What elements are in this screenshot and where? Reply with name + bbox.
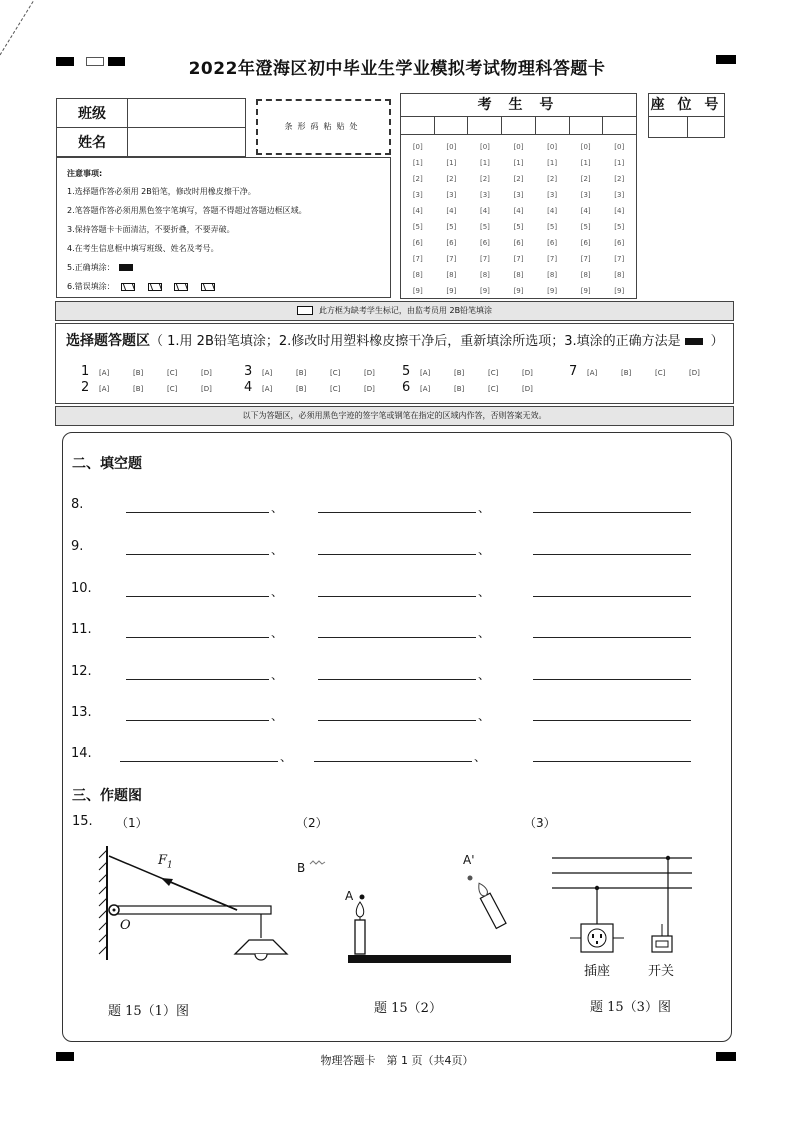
name-label: 姓名 — [57, 128, 128, 157]
answer-blank[interactable] — [533, 679, 691, 680]
exam-digit-bubble[interactable]: [6] — [614, 239, 625, 247]
point-b-label: B — [297, 861, 306, 875]
choice-option-bubble[interactable]: [B] — [133, 385, 144, 393]
exam-digit-column — [401, 139, 435, 299]
exam-digit-bubble[interactable]: [9] — [513, 287, 524, 295]
exam-digit-column — [569, 139, 603, 299]
exam-digit-bubble[interactable]: [8] — [412, 271, 423, 279]
wrong-fill-sample — [174, 283, 188, 291]
exam-digit-column — [602, 139, 636, 299]
exam-number-grid — [400, 93, 637, 299]
correct-fill-label: 5.正确填涂： — [67, 263, 115, 272]
choice-option-bubble[interactable]: [A] — [420, 385, 431, 393]
blank-separator: 、 — [478, 501, 491, 515]
pivot-label: O — [120, 918, 131, 933]
blank-separator: 、 — [478, 543, 491, 557]
choice-question — [402, 364, 556, 379]
choice-question-number: 6 — [402, 380, 411, 395]
figure-1-caption: 题 15（1）图 — [108, 1004, 189, 1019]
exam-digit-box[interactable] — [468, 117, 502, 134]
answer-blank[interactable] — [533, 512, 691, 513]
exam-digit-bubbles — [401, 135, 636, 299]
answer-blank[interactable] — [318, 679, 476, 680]
choice-title: 选择题答题区 — [66, 333, 150, 349]
part-3-label: （3） — [524, 816, 556, 830]
exam-digit-bubble[interactable]: [2] — [513, 175, 524, 183]
exam-digit-bubble[interactable]: [2] — [446, 175, 457, 183]
wrong-fill-sample — [148, 283, 162, 291]
choice-option-bubble[interactable]: [B] — [621, 369, 632, 377]
exam-digit-bubble[interactable]: [9] — [614, 287, 625, 295]
class-label: 班级 — [57, 99, 128, 128]
name-field[interactable] — [128, 128, 246, 157]
exam-digit-bubble[interactable]: [1] — [479, 159, 490, 167]
answer-blank[interactable] — [533, 637, 691, 638]
answer-blank[interactable] — [126, 720, 269, 721]
choice-question-number: 1 — [81, 364, 90, 379]
exam-digit-bubble[interactable]: [3] — [479, 191, 490, 199]
fill-question-number: 14. — [71, 746, 92, 761]
class-field[interactable] — [128, 99, 246, 128]
blank-separator: 、 — [478, 709, 491, 723]
choice-option-bubble[interactable]: [A] — [99, 385, 110, 393]
exam-digit-bubble[interactable]: [8] — [547, 271, 558, 279]
fill-question-number: 13. — [71, 705, 92, 720]
figure-2-caption: 题 15（2） — [374, 1001, 442, 1016]
exam-number-boxes — [401, 117, 636, 135]
seat-divider — [687, 116, 688, 138]
choice-option-bubble[interactable]: [C] — [488, 369, 499, 377]
blank-separator: 、 — [271, 543, 284, 557]
answer-blank[interactable] — [533, 720, 691, 721]
answer-blank[interactable] — [318, 512, 476, 513]
choice-option-bubble[interactable]: [D] — [522, 385, 533, 393]
exam-digit-bubble[interactable]: [4] — [580, 207, 591, 215]
exam-digit-bubble[interactable]: [2] — [412, 175, 423, 183]
choice-option-bubble[interactable]: [D] — [201, 385, 212, 393]
answer-blank[interactable] — [126, 596, 269, 597]
exam-digit-bubble[interactable]: [7] — [580, 255, 591, 263]
correct-fill-sample — [685, 338, 703, 345]
seat-number-box — [648, 93, 725, 138]
exam-digit-bubble[interactable]: [0] — [412, 143, 423, 151]
note-correct — [67, 262, 380, 281]
candle-image-diagram[interactable] — [340, 860, 530, 970]
answer-blank[interactable] — [533, 596, 691, 597]
exam-digit-bubble[interactable]: [9] — [412, 287, 423, 295]
choice-option-bubble[interactable]: [D] — [522, 369, 533, 377]
exam-digit-bubble[interactable]: [2] — [547, 175, 558, 183]
choice-header — [66, 330, 724, 350]
answer-blank[interactable] — [314, 761, 472, 762]
choice-option-bubble[interactable]: [C] — [330, 385, 341, 393]
choice-question-number: 4 — [244, 380, 253, 395]
exam-digit-box[interactable] — [502, 117, 536, 134]
barcode-label: 条形码粘贴处 — [284, 122, 363, 131]
exam-digit-box[interactable] — [536, 117, 570, 134]
socket-label: 插座 — [584, 964, 611, 979]
exam-digit-bubble[interactable]: [2] — [479, 175, 490, 183]
answer-blank[interactable] — [126, 554, 269, 555]
fill-question-row — [71, 622, 711, 642]
choice-option-bubble[interactable]: [D] — [364, 385, 375, 393]
exam-digit-bubble[interactable]: [6] — [479, 239, 490, 247]
choice-option-bubble[interactable]: [A] — [420, 369, 431, 377]
fill-question-row — [71, 664, 711, 684]
exam-digit-bubble[interactable]: [3] — [580, 191, 591, 199]
choice-option-bubble[interactable]: [A] — [587, 369, 598, 377]
exam-digit-bubble[interactable]: [6] — [547, 239, 558, 247]
exam-digit-box[interactable] — [435, 117, 469, 134]
blank-separator: 、 — [280, 750, 293, 764]
choice-option-bubble[interactable]: [C] — [167, 369, 178, 377]
blank-separator: 、 — [478, 585, 491, 599]
answer-blank[interactable] — [533, 761, 691, 762]
choice-question-number: 7 — [569, 364, 578, 379]
exam-digit-bubble[interactable]: [4] — [614, 207, 625, 215]
force-label — [158, 853, 173, 871]
note-item: 4.在考生信息框中填写班级、姓名及考号。 — [67, 244, 219, 253]
fill-question-number: 10. — [71, 581, 92, 596]
exam-digit-bubble[interactable]: [6] — [580, 239, 591, 247]
fill-question-number: 8. — [71, 497, 84, 512]
choice-option-bubble[interactable]: [A] — [262, 385, 273, 393]
choice-instruction-end: ） — [710, 334, 724, 349]
choice-instruction: （ 1.用 2B铅笔填涂；2.修改时用塑料橡皮擦干净后，重新填涂所选项；3.填涂的正确方法是 — [150, 334, 681, 349]
answer-blank[interactable] — [318, 720, 476, 721]
note-item: 1.选择题作答必须用 2B铅笔，修改时用橡皮擦干净。 — [67, 187, 256, 196]
switch-label: 开关 — [648, 964, 675, 979]
blank-separator: 、 — [474, 750, 487, 764]
answer-blank[interactable] — [120, 761, 278, 762]
absent-mark-text: 此方框为缺考学生标记，由监考员用 2B铅笔填涂 — [318, 306, 493, 315]
wrong-fill-label: 6.错误填涂： — [67, 282, 115, 291]
exam-digit-bubble[interactable]: [5] — [580, 223, 591, 231]
exam-digit-bubble[interactable]: [5] — [547, 223, 558, 231]
exam-digit-bubble[interactable]: [5] — [446, 223, 457, 231]
exam-digit-bubble[interactable]: [1] — [513, 159, 524, 167]
fill-question-number: 9. — [71, 539, 84, 554]
choice-option-bubble[interactable]: [B] — [454, 385, 465, 393]
exam-digit-bubble[interactable]: [9] — [580, 287, 591, 295]
answer-blank[interactable] — [126, 679, 269, 680]
answer-notice-bar — [55, 406, 734, 426]
blank-separator: 、 — [271, 668, 284, 682]
exam-number-label: 考 生 号 — [401, 94, 636, 117]
fill-question-row — [71, 497, 711, 517]
page-title: 2022年澄海区初中毕业生学业模拟考试物理科答题卡 — [188, 59, 606, 79]
exam-digit-box[interactable] — [603, 117, 636, 134]
choice-question-number: 2 — [81, 380, 90, 395]
blank-separator: 、 — [271, 626, 284, 640]
exam-digit-bubble[interactable]: [5] — [412, 223, 423, 231]
exam-digit-box[interactable] — [401, 117, 435, 134]
exam-digit-bubble[interactable]: [0] — [479, 143, 490, 151]
exam-digit-bubble[interactable]: [8] — [580, 271, 591, 279]
exam-digit-bubble[interactable]: [4] — [446, 207, 457, 215]
choice-option-bubble[interactable]: [B] — [296, 369, 307, 377]
notes-title: 注意事项: — [67, 169, 103, 178]
choice-option-bubble[interactable]: [A] — [99, 369, 110, 377]
absent-checkbox[interactable] — [297, 306, 313, 315]
exam-digit-column — [502, 139, 536, 299]
exam-digit-bubble[interactable]: [7] — [412, 255, 423, 263]
choice-question — [81, 364, 235, 379]
force-subscript: 1 — [167, 860, 173, 871]
choice-question — [81, 380, 235, 395]
fill-question-number: 11. — [71, 622, 92, 637]
exam-digit-bubble[interactable]: [6] — [446, 239, 457, 247]
answer-blank[interactable] — [126, 637, 269, 638]
exam-digit-bubble[interactable]: [2] — [580, 175, 591, 183]
answer-blank[interactable] — [318, 637, 476, 638]
choice-option-bubble[interactable]: [D] — [364, 369, 375, 377]
exam-digit-column — [435, 139, 469, 299]
blank-separator: 、 — [271, 501, 284, 515]
exam-digit-bubble[interactable]: [8] — [513, 271, 524, 279]
exam-digit-bubble[interactable]: [1] — [547, 159, 558, 167]
barcode-area[interactable] — [256, 99, 391, 155]
noise-mark — [308, 858, 328, 872]
exam-digit-bubble[interactable]: [7] — [513, 255, 524, 263]
part-1-label: （1） — [116, 816, 148, 830]
answer-blank[interactable] — [126, 512, 269, 513]
exam-digit-bubble[interactable]: [4] — [479, 207, 490, 215]
exam-digit-bubble[interactable]: [0] — [547, 143, 558, 151]
exam-digit-box[interactable] — [570, 117, 604, 134]
exam-digit-bubble[interactable]: [1] — [580, 159, 591, 167]
exam-digit-bubble[interactable]: [5] — [513, 223, 524, 231]
exam-digit-bubble[interactable]: [3] — [614, 191, 625, 199]
exam-digit-bubble[interactable]: [7] — [446, 255, 457, 263]
cut-line — [0, 0, 40, 60]
exam-digit-bubble[interactable]: [8] — [614, 271, 625, 279]
note-item: 3.保持答题卡卡面清洁，不要折叠，不要弄破。 — [67, 225, 235, 234]
blank-separator: 、 — [271, 585, 284, 599]
choice-option-bubble[interactable]: [C] — [655, 369, 666, 377]
exam-digit-bubble[interactable]: [7] — [614, 255, 625, 263]
seat-number-label: 座 位 号 — [649, 94, 724, 117]
choice-option-bubble[interactable]: [B] — [454, 369, 465, 377]
exam-digit-bubble[interactable]: [7] — [547, 255, 558, 263]
exam-digit-column — [535, 139, 569, 299]
choice-option-bubble[interactable]: [C] — [167, 385, 178, 393]
wrong-fill-sample — [201, 283, 215, 291]
exam-digit-bubble[interactable]: [3] — [547, 191, 558, 199]
choice-question-number: 3 — [244, 364, 253, 379]
exam-digit-bubble[interactable]: [9] — [446, 287, 457, 295]
exam-digit-bubble[interactable]: [0] — [580, 143, 591, 151]
choice-option-bubble[interactable]: [C] — [330, 369, 341, 377]
answer-blank[interactable] — [318, 596, 476, 597]
force-f-letter: F — [158, 853, 168, 868]
blank-separator: 、 — [478, 626, 491, 640]
choice-question — [244, 380, 398, 395]
exam-digit-bubble[interactable]: [9] — [479, 287, 490, 295]
choice-question — [402, 380, 556, 395]
fill-question-row — [71, 705, 711, 725]
question-15-number: 15. — [72, 814, 93, 829]
correct-fill-sample — [119, 264, 133, 271]
student-info-table — [56, 98, 246, 157]
exam-digit-bubble[interactable]: [0] — [446, 143, 457, 151]
choice-option-bubble[interactable]: [C] — [488, 385, 499, 393]
part-2-label: （2） — [296, 816, 328, 830]
exam-digit-bubble[interactable]: [0] — [513, 143, 524, 151]
choice-option-bubble[interactable]: [B] — [296, 385, 307, 393]
answer-blank[interactable] — [533, 554, 691, 555]
absent-mark-bar — [55, 301, 734, 321]
choice-section — [55, 323, 734, 404]
exam-digit-bubble[interactable]: [5] — [479, 223, 490, 231]
exam-digit-bubble[interactable]: [8] — [446, 271, 457, 279]
point-a-prime-label: A' — [463, 853, 475, 867]
exam-digit-bubble[interactable]: [6] — [412, 239, 423, 247]
blank-separator: 、 — [478, 668, 491, 682]
page-footer: 物理答题卡 第 1 页（共4页） — [320, 1054, 474, 1067]
fill-question-row — [71, 581, 711, 601]
note-wrong — [67, 281, 380, 300]
choice-question — [244, 364, 398, 379]
exam-digit-bubble[interactable]: [0] — [614, 143, 625, 151]
exam-digit-bubble[interactable]: [9] — [547, 287, 558, 295]
exam-digit-bubble[interactable]: [1] — [446, 159, 457, 167]
wrong-fill-sample — [121, 283, 135, 291]
fill-question-number: 12. — [71, 664, 92, 679]
choice-question-number: 5 — [402, 364, 411, 379]
notes-box — [56, 157, 391, 298]
choice-option-bubble[interactable]: [D] — [689, 369, 700, 377]
figure-3-caption: 题 15（3）图 — [590, 1000, 671, 1015]
answer-notice-text: 以下为答题区，必须用黑色字迹的签字笔或钢笔在指定的区域内作答，否则答案无效。 — [242, 411, 547, 420]
exam-digit-bubble[interactable]: [3] — [513, 191, 524, 199]
choice-option-bubble[interactable]: [A] — [262, 369, 273, 377]
household-circuit-diagram[interactable] — [548, 848, 698, 958]
choice-question — [569, 364, 723, 379]
fill-section-title: 二、填空题 — [72, 456, 142, 472]
exam-digit-bubble[interactable]: [5] — [614, 223, 625, 231]
exam-digit-bubble[interactable]: [2] — [614, 175, 625, 183]
exam-digit-bubble[interactable]: [1] — [412, 159, 423, 167]
choice-option-bubble[interactable]: [B] — [133, 369, 144, 377]
point-a-label: A — [345, 889, 354, 903]
blank-separator: 、 — [271, 709, 284, 723]
exam-digit-bubble[interactable]: [6] — [513, 239, 524, 247]
fill-question-row — [71, 539, 711, 559]
note-item: 2.笔答题作答必须用黑色签字笔填写，答题不得超过答题边框区域。 — [67, 206, 307, 215]
drawing-section-title: 三、作题图 — [72, 788, 142, 804]
exam-digit-bubble[interactable]: [1] — [614, 159, 625, 167]
exam-digit-bubble[interactable]: [8] — [479, 271, 490, 279]
exam-digit-bubble[interactable]: [3] — [412, 191, 423, 199]
exam-digit-column — [468, 139, 502, 299]
lever-diagram[interactable] — [95, 838, 305, 968]
exam-digit-bubble[interactable]: [4] — [412, 207, 423, 215]
exam-digit-bubble[interactable]: [4] — [547, 207, 558, 215]
exam-digit-bubble[interactable]: [4] — [513, 207, 524, 215]
exam-digit-bubble[interactable]: [3] — [446, 191, 457, 199]
choice-option-bubble[interactable]: [D] — [201, 369, 212, 377]
answer-blank[interactable] — [318, 554, 476, 555]
exam-digit-bubble[interactable]: [7] — [479, 255, 490, 263]
fill-question-row — [71, 746, 711, 766]
